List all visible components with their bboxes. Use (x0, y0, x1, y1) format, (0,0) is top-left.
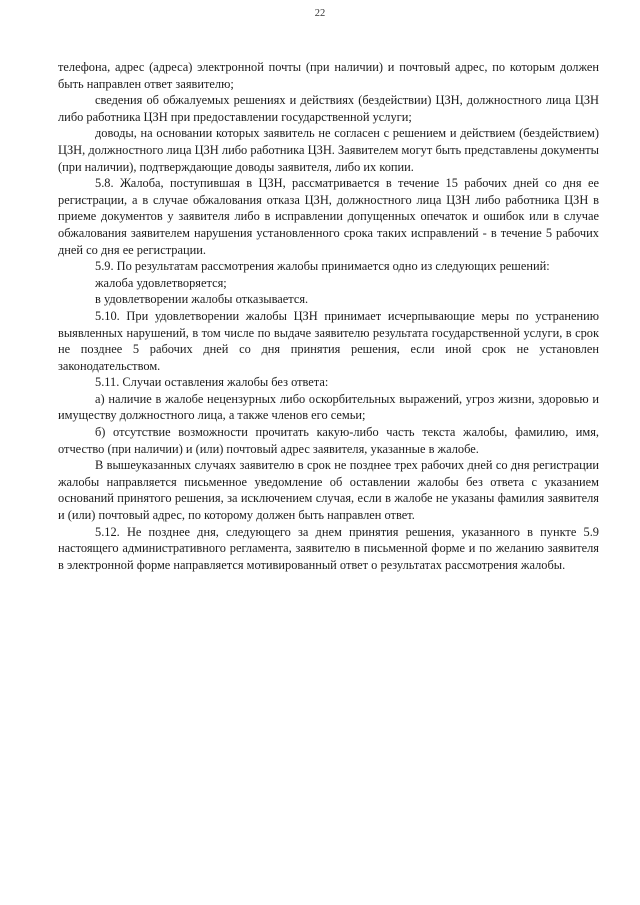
paragraph: телефона, адрес (адреса) электронной почты (при наличии) и почтовый адрес, по которым должен быть направлен ответ заявителю; (58, 60, 599, 91)
paragraph: 5.8. Жалоба, поступившая в ЦЗН, рассматривается в течение 15 рабочих дней со дня ее регистрации, а в случае обжалования отказа ЦЗН, должностного лица ЦЗН либо работника ЦЗН в приеме документов у заявителя либо в исправлении допущенных опечаток и ошибок или в случае обжалования заявителем нарушения установленного срока таких исправлений - в течение 5 рабочих дней со дня ее регистрации. (58, 176, 599, 257)
paragraph: в удовлетворении жалобы отказывается. (95, 292, 309, 307)
paragraph: 5.10. При удовлетворении жалобы ЦЗН принимает исчерпывающие меры по устранению выявленных нарушений, в том числе по выдаче заявителю результата государственной услуги, в срок не позднее 5 рабочих дней со дня принятия решения, если иной срок не установлен законодательством. (58, 308, 599, 373)
document-body (58, 59, 599, 573)
paragraph: В вышеуказанных случаях заявителю в срок не позднее трех рабочих дней со дня регистрации жалобы направляется письменное уведомление об оставлении жалобы без ответа с указанием оснований принятого решения, за исключением случая, если в жалобе не указаны фамилия заявителя и (или) почтовый адрес, по которому должен быть направлен ответ. (58, 458, 599, 523)
paragraph: а) наличие в жалобе нецензурных либо оскорбительных выражений, угроз жизни, здоровью и имуществу должностного лица, а также членов его семьи; (58, 391, 599, 423)
paragraph: 5.11. Случаи оставления жалобы без ответа: (95, 375, 329, 390)
paragraph: жалоба удовлетворяется; (95, 275, 227, 290)
paragraph: 5.12. Не позднее дня, следующего за днем принятия решения, указанного в пункте 5.9 настоящего административного регламента, заявителю в письменной форме и по желанию заявителя в электронной форме направляется мотивированный ответ о результатах рассмотрения жалобы. (58, 524, 599, 572)
page-number: 22 (314, 8, 326, 19)
paragraph: сведения об обжалуемых решениях и действиях (бездействии) ЦЗН, должностного лица ЦЗН либо работника ЦЗН при предоставлении государственной услуги; (58, 93, 599, 124)
paragraph: б) отсутствие возможности прочитать какую-либо часть текста жалобы, фамилию, имя, отчество (при наличии) и (или) почтовый адрес заявителя, указанные в жалобе. (58, 425, 599, 456)
paragraph: доводы, на основании которых заявитель не согласен с решением и действием (бездействием) ЦЗН, должностного лица ЦЗН либо работника ЦЗН. Заявителем могут быть представлены документы (при наличии), подтверждающие доводы заявителя, либо их копии. (58, 126, 599, 174)
paragraph: 5.9. По результатам рассмотрения жалобы принимается одно из следующих решений: (95, 259, 550, 274)
